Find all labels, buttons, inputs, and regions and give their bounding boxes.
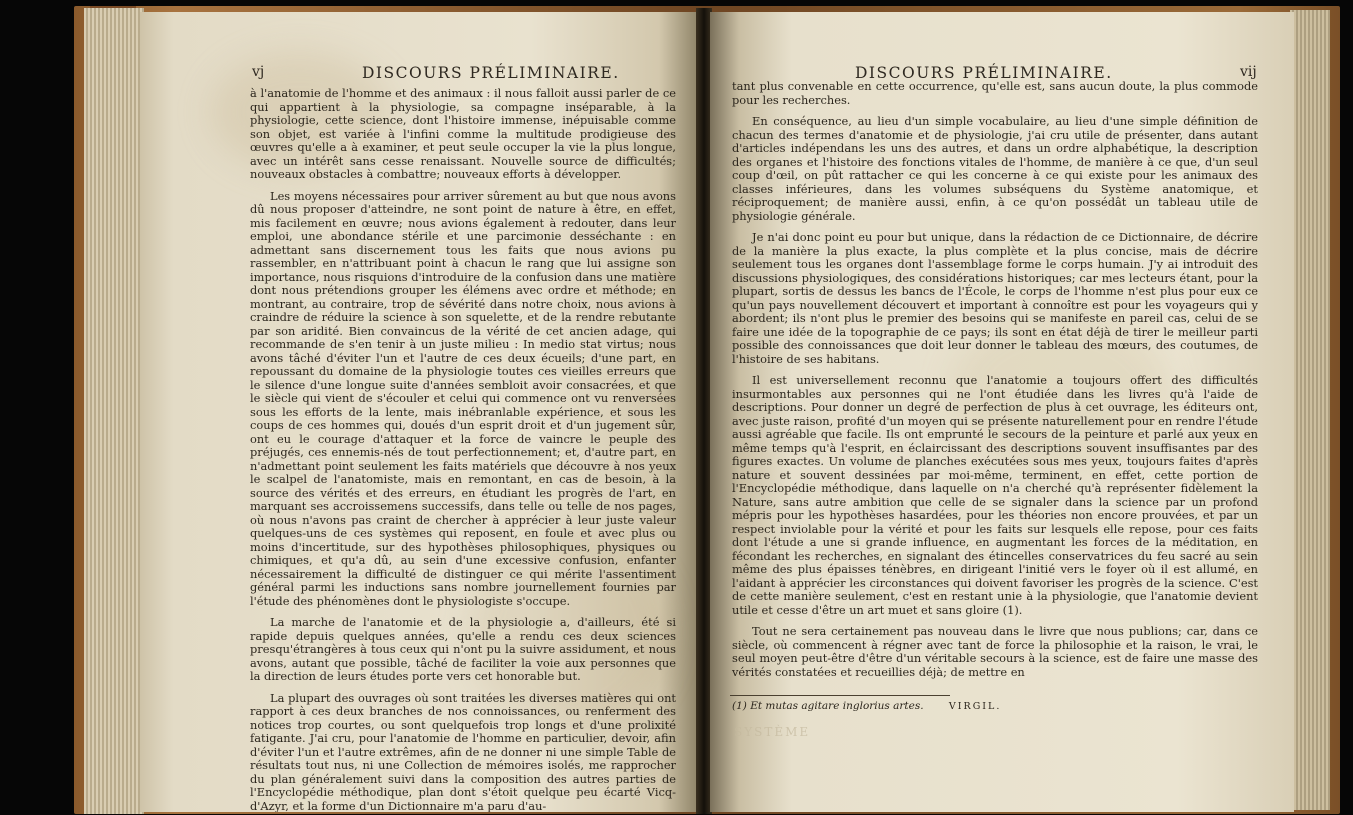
page-edges-right: [1290, 10, 1330, 810]
paragraph: Tout ne sera certainement pas nouveau dans le livre que nous publions; car, dans ce siècle, où commencent à régner avec tant de force la philosophie et la raison, le vrai, le seul moyen peut-être d'être d'un véritable secours à la science, est de faire une masse des vérités constatées et recueillies déjà; de mettre en: [732, 624, 1258, 679]
running-header: DISCOURS PRÉLIMINAIRE.: [855, 64, 1113, 82]
running-header: DISCOURS PRÉLIMINAIRE.: [362, 64, 620, 82]
paragraph: Je n'ai donc point eu pour but unique, dans la rédaction de ce Dictionnaire, de décrire de la manière la plus exacte, la plus complète et la plus concise, mais de décrire seulement tous les organes dont l'assemblage forme le corps humain. J'y ai introduit des discussions physiologiques, des considérations historiques; car mes lecteurs étant, pour la plupart, sortis de dessus les bancs de l'École, le corps de l'homme n'est plus pour eux ce qu'un pays nouvellement découvert et important à connoître est pour les voyageurs qui y abordent; ils n'ont plus le premier des besoins qui se manifeste en pareil cas, celui de se faire une idée de la topographie de ce pays; ils sont en état déjà de tirer le meilleur parti possible des connoissances que doit leur donner le tableau des mœurs, des coutumes, de l'histoire de ses habitans.: [732, 230, 1258, 366]
paragraph: La marche de l'anatomie et de la physiologie a, d'ailleurs, été si rapide depuis quelques années, qu'elle a rendu ces deux sciences presqu'étrangères à tous ceux qui n'ont pu la suivre assidument, et nous avons, autant que possible, tâché de faciliter la voie aux personnes que la direction de leurs études porte vers cet honorable but.: [250, 615, 676, 683]
body-text: [732, 80, 1258, 687]
page-edges-left: [84, 8, 144, 814]
footnote-author: VIRGIL.: [948, 701, 1002, 712]
right-page: [710, 12, 1294, 812]
left-page: [140, 12, 698, 812]
paragraph: tant plus convenable en cette occurrence, qu'elle est, sans aucun doute, la plus commode pour les recherches.: [732, 79, 1258, 107]
bleed-through-text: SYSTÈME: [734, 725, 811, 739]
paragraph: à l'anatomie de l'homme et des animaux : il nous falloit aussi parler de ce qui appartient à la physiologie, sa compagne inséparable, à la physiologie, cette science, dont l'histoire immense, inépuisable comme son objet, est variée à l'infini comme la multitude prodigieuse des œuvres qu'elle a à examiner, et peut seule occuper la vie la plus longue, avec un intérêt sans cesse renaissant. Nouvelle source de difficultés; nouveaux obstacles à combattre; nouveaux efforts à développer.: [250, 86, 676, 181]
paragraph: Les moyens nécessaires pour arriver sûrement au but que nous avons dû nous proposer d'atteindre, ne sont point de nature à être, en effet, mis facilement en œuvre; nous avions également à redouter, dans leur emploi, une abondance stérile et une parcimonie desséchante : en admettant sans discernement tous les faits que nous avions pu rassembler, en n'attribuant point à chacun le rang que lui assigne son importance, nous risquions d'introduire de la confusion dans une matière dont nous prétendions grouper les élémens avec ordre et méthode; en montrant, au contraire, trop de sévérité dans notre choix, nous avions à craindre de réduire la science à son squelette, et de la rendre rebutante par son aridité. Bien convaincus de la vérité de cet ancien adage, qui recommande de s'en tenir à un juste milieu : In medio stat virtus; nous avons tâché d'éviter l'un et l'autre de ces deux écueils; d'une part, en repoussant du domaine de la physiologie toutes ces vieilles erreurs que le silence d'une longue suite d'années sembloit avoir consacrées, et que le siècle qui vient de s'écouler et celui qui commence ont vu renversées sous les efforts de la lente, mais inébranlable expérience, et sous les coups de ces hommes qui, doués d'un esprit droit et d'un jugement sûr, ont eu le courage d'attaquer et la force de vaincre le peuple des préjugés, ces ennemis-nés de tout perfectionnement; et, d'autre part, en n'admettant point seulement les faits matériels que découvre à nos yeux le scalpel de l'anatomiste, mais en remontant, en cas de besoin, à la source des vérités et des erreurs, en étudiant les progrès de l'art, en marquant ses accroissemens successifs, dans telle ou telle de nos pages, où nous n'avons pas craint de chercher à apprécier à leur juste valeur quelques-uns de ces systèmes qui reposent, en foule et avec plus ou moins d'incertitude, sur des hypothèses philosophiques, physiques ou chimiques, et qu'a dû, au sein d'une excessive confusion, enfanter nécessairement la difficulté de distinguer ce qui mérite l'assentiment général parmi les inductions sans nombre journellement fournies par l'étude des phénomènes dont le physiologiste s'occupe.: [250, 188, 676, 608]
footnote-quote: (1) Et mutas agitare inglorius artes.: [732, 700, 924, 712]
page-number: vij: [1240, 64, 1257, 80]
paragraph: Il est universellement reconnu que l'anatomie a toujours offert des difficultés insurmontables aux personnes qui ne l'ont étudiée dans les livres qu'à l'aide de descriptions. Pour donner un degré de perfection de plus à cet ouvrage, les éditeurs ont, avec juste raison, profité d'un moyen qui se présente naturellement pour en rendre l'étude aussi agréable que facile. Ils ont emprunté le secours de la peinture et parlé aux yeux en même temps qu'à l'esprit, en éclaircissant des descriptions souvent insuffisantes par des figures exactes. Un volume de planches exécutées sous mes yeux, toujours faites d'après nature et souvent dessinées par moi-même, terminent, en effet, cette portion de l'Encyclopédie méthodique, dans laquelle on n'a cherché qu'à représenter fidèlement la Nature, sans autre ambition que celle de se signaler dans la science par un profond mépris pour les hypothèses hasardées, pour les théories non encore prouvées, et par un respect inviolable pour la vérité et pour les faits sur lesquels elle repose, pour ces faits dont l'étude a une si grande influence, en augmentant les forces de la méditation, en fécondant les recherches, en signalant des étincelles conservatrices du feu sacré au sein même des plus épaisses ténèbres, en dirigeant l'initié vers le foyer où il est allumé, en l'aidant à apprécier les circonstances qui doivent favoriser les progrès de la science. C'est de cette manière seulement, c'est en restant unie à la physiologie, que l'anatomie devient utile et cesse d'être un art muet et sans gloire (1).: [732, 373, 1258, 617]
footnote-rule: [730, 695, 950, 696]
page-number: vj: [252, 64, 265, 80]
body-text: [250, 87, 676, 812]
paragraph: En conséquence, au lieu d'un simple vocabulaire, au lieu d'une simple définition de chacun des termes d'anatomie et de physiologie, j'ai cru utile de présenter, dans autant d'articles indépendans les uns des autres, et dans un ordre alphabétique, la description des organes et l'histoire des fonctions vitales de l'homme, de manière à ce que, d'un seul coup d'œil, on pût rattacher ce qui les concerne à ce qui existe pour les animaux des classes inférieures, dans les volumes subséquens du Système anatomique, et réciproquement; de manière aussi, enfin, à ce qu'on possédât un tableau utile de physiologie générale.: [732, 114, 1258, 223]
footnote: [732, 700, 1001, 712]
paragraph: La plupart des ouvrages où sont traitées les diverses matières qui ont rapport à ces deux branches de nos connoissances, ou renferment des notices trop courtes, ou sont quelquefois trop longs et d'une prolixité fatigante. J'ai cru, pour l'anatomie de l'homme en particulier, devoir, afin d'éviter l'un et l'autre extrêmes, afin de ne donner ni une simple Table de résultats tout nus, ni une Collection de mémoires isolés, me rapprocher du plan généralement suivi dans la composition des autres parties de l'Encyclopédie méthodique, plan dont s'étoit quelque peu écarté Vicq-d'Azyr, et la forme d'un Dictionnaire m'a paru d'au-: [250, 690, 676, 812]
